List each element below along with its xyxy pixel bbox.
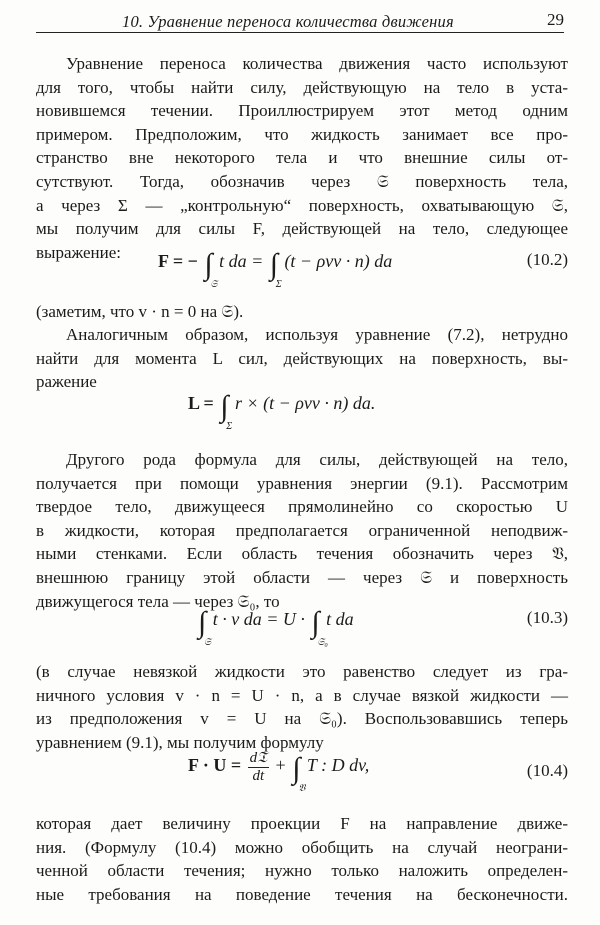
eq-text: (t − ρvv · n) da [284, 251, 393, 271]
fraction-numerator: d𝔗 [249, 750, 268, 766]
text-line: найти для момента L сил, действующих на поверхность, вы- [36, 348, 568, 368]
text-line: для того, чтобы найти силу, действующую на тело в уста- [36, 77, 568, 97]
text-line: Другого рода формула для силы, действующей на тело, [66, 450, 568, 469]
integral-subscript: 𝔖 [210, 279, 218, 290]
integral-subscript: 𝔙 [298, 783, 306, 795]
integral-subscript: 𝔖 [204, 637, 212, 648]
integral-sign: ∫ 𝔖 [198, 606, 212, 648]
paragraph-1 [36, 52, 568, 264]
text-line: Уравнение переноса количества движения часто используют [66, 54, 568, 73]
text-line: примером. Предположим, что жидкость занимает все про- [36, 124, 568, 144]
text-line: выражение: [36, 242, 122, 262]
running-header [36, 6, 564, 33]
integral-subscript: Σ [275, 279, 282, 290]
equation-number: (10.3) [526, 608, 568, 627]
text-line: получается при помощи уравнения энергии (9.1). Рассмотрим [36, 473, 568, 493]
integral-subscript: 𝔖₀ [317, 637, 328, 648]
equation-moment [36, 384, 568, 440]
text-line: движущегося тела — через 𝔖₀, то [36, 591, 280, 611]
text-line: ражение [36, 372, 97, 392]
text-line: из предположения v = U на 𝔖₀). Воспользовавшись теперь [36, 709, 568, 729]
equation-10-3 [36, 600, 568, 656]
text-line: странство вне некоторого тела и что внешние силы от- [36, 148, 568, 168]
text-line: новившемся течении. Проиллюстрируем этот метод одним [36, 101, 568, 121]
fraction [248, 749, 269, 785]
page-number: 29 [547, 10, 564, 29]
eq-text: t da [326, 609, 354, 629]
section-title: 10. Уравнение переноса количества движения [122, 12, 454, 31]
text-line: ными стенками. Если область течения обозначить через 𝔙, [36, 544, 568, 564]
paragraph-6 [36, 812, 568, 906]
eq-text: T : D dv, [306, 755, 370, 776]
text-line: (заметим, что v · n = 0 на 𝔖). [36, 302, 244, 321]
text-line: а через Σ — „контрольную“ поверхность, охватывающую 𝔖, [36, 195, 568, 215]
paragraph-5 [36, 660, 568, 754]
text-line: которая дает величину проекции F на направление движе- [36, 814, 568, 833]
text-line: внешнюю границу этой области — через 𝔖 и поверхность [36, 567, 568, 587]
integral-sign: ∫ Σ [269, 248, 282, 290]
eq-text: + [275, 755, 286, 776]
fraction-denominator: dt [252, 768, 265, 784]
eq-text: F · U = [188, 755, 242, 776]
integral-subscript: Σ [226, 421, 233, 432]
integral-sign: ∫ Σ [220, 390, 233, 432]
equation-10-4 [36, 747, 568, 803]
integral-sign: ∫ 𝔖₀ [311, 606, 328, 648]
eq-text: r × (t − ρvv · n) da. [235, 393, 376, 413]
text-line: в жидкости, которая предполагается ограниченной неподвиж- [36, 520, 568, 540]
paragraph-4 [36, 448, 568, 613]
text-line: ничного условия v · n = U · n, а в случае вязкой жидкости — [36, 685, 568, 705]
eq-text: t · v da = U · [212, 609, 305, 629]
equation-10-2 [36, 242, 568, 298]
text-line: ния. (Формулу (10.4) можно обобщить на случай неограни- [36, 837, 568, 857]
equation-number: (10.2) [526, 250, 568, 269]
text-line: Аналогичным образом, используя уравнение (7.2), нетрудно [66, 325, 568, 344]
eq-text: F = − [158, 251, 198, 271]
equation-number: (10.4) [526, 761, 568, 780]
eq-text: t da = [219, 251, 264, 271]
eq-text: L = [188, 393, 214, 413]
paragraph-2 [36, 300, 568, 324]
text-line: ные требования на поведение течения на бесконечности. [36, 884, 568, 904]
integral-sign: ∫ 𝔖 [204, 248, 218, 290]
text-line: (в случае невязкой жидкости это равенство следует из гра- [36, 662, 568, 681]
text-line: твердое тело, движущееся прямолинейно со скоростью U [36, 497, 568, 517]
text-line: мы получим для силы F, действующей на тело, следующее [36, 219, 568, 239]
text-line: сутствуют. Тогда, обозначив через 𝔖 поверхность тела, [36, 171, 568, 191]
text-line: уравнением (9.1), мы получим формулу [36, 732, 324, 752]
integral-sign: ∫ 𝔙 [292, 752, 306, 795]
text-line: ченной области течения; нужно только наложить определен- [36, 861, 568, 881]
